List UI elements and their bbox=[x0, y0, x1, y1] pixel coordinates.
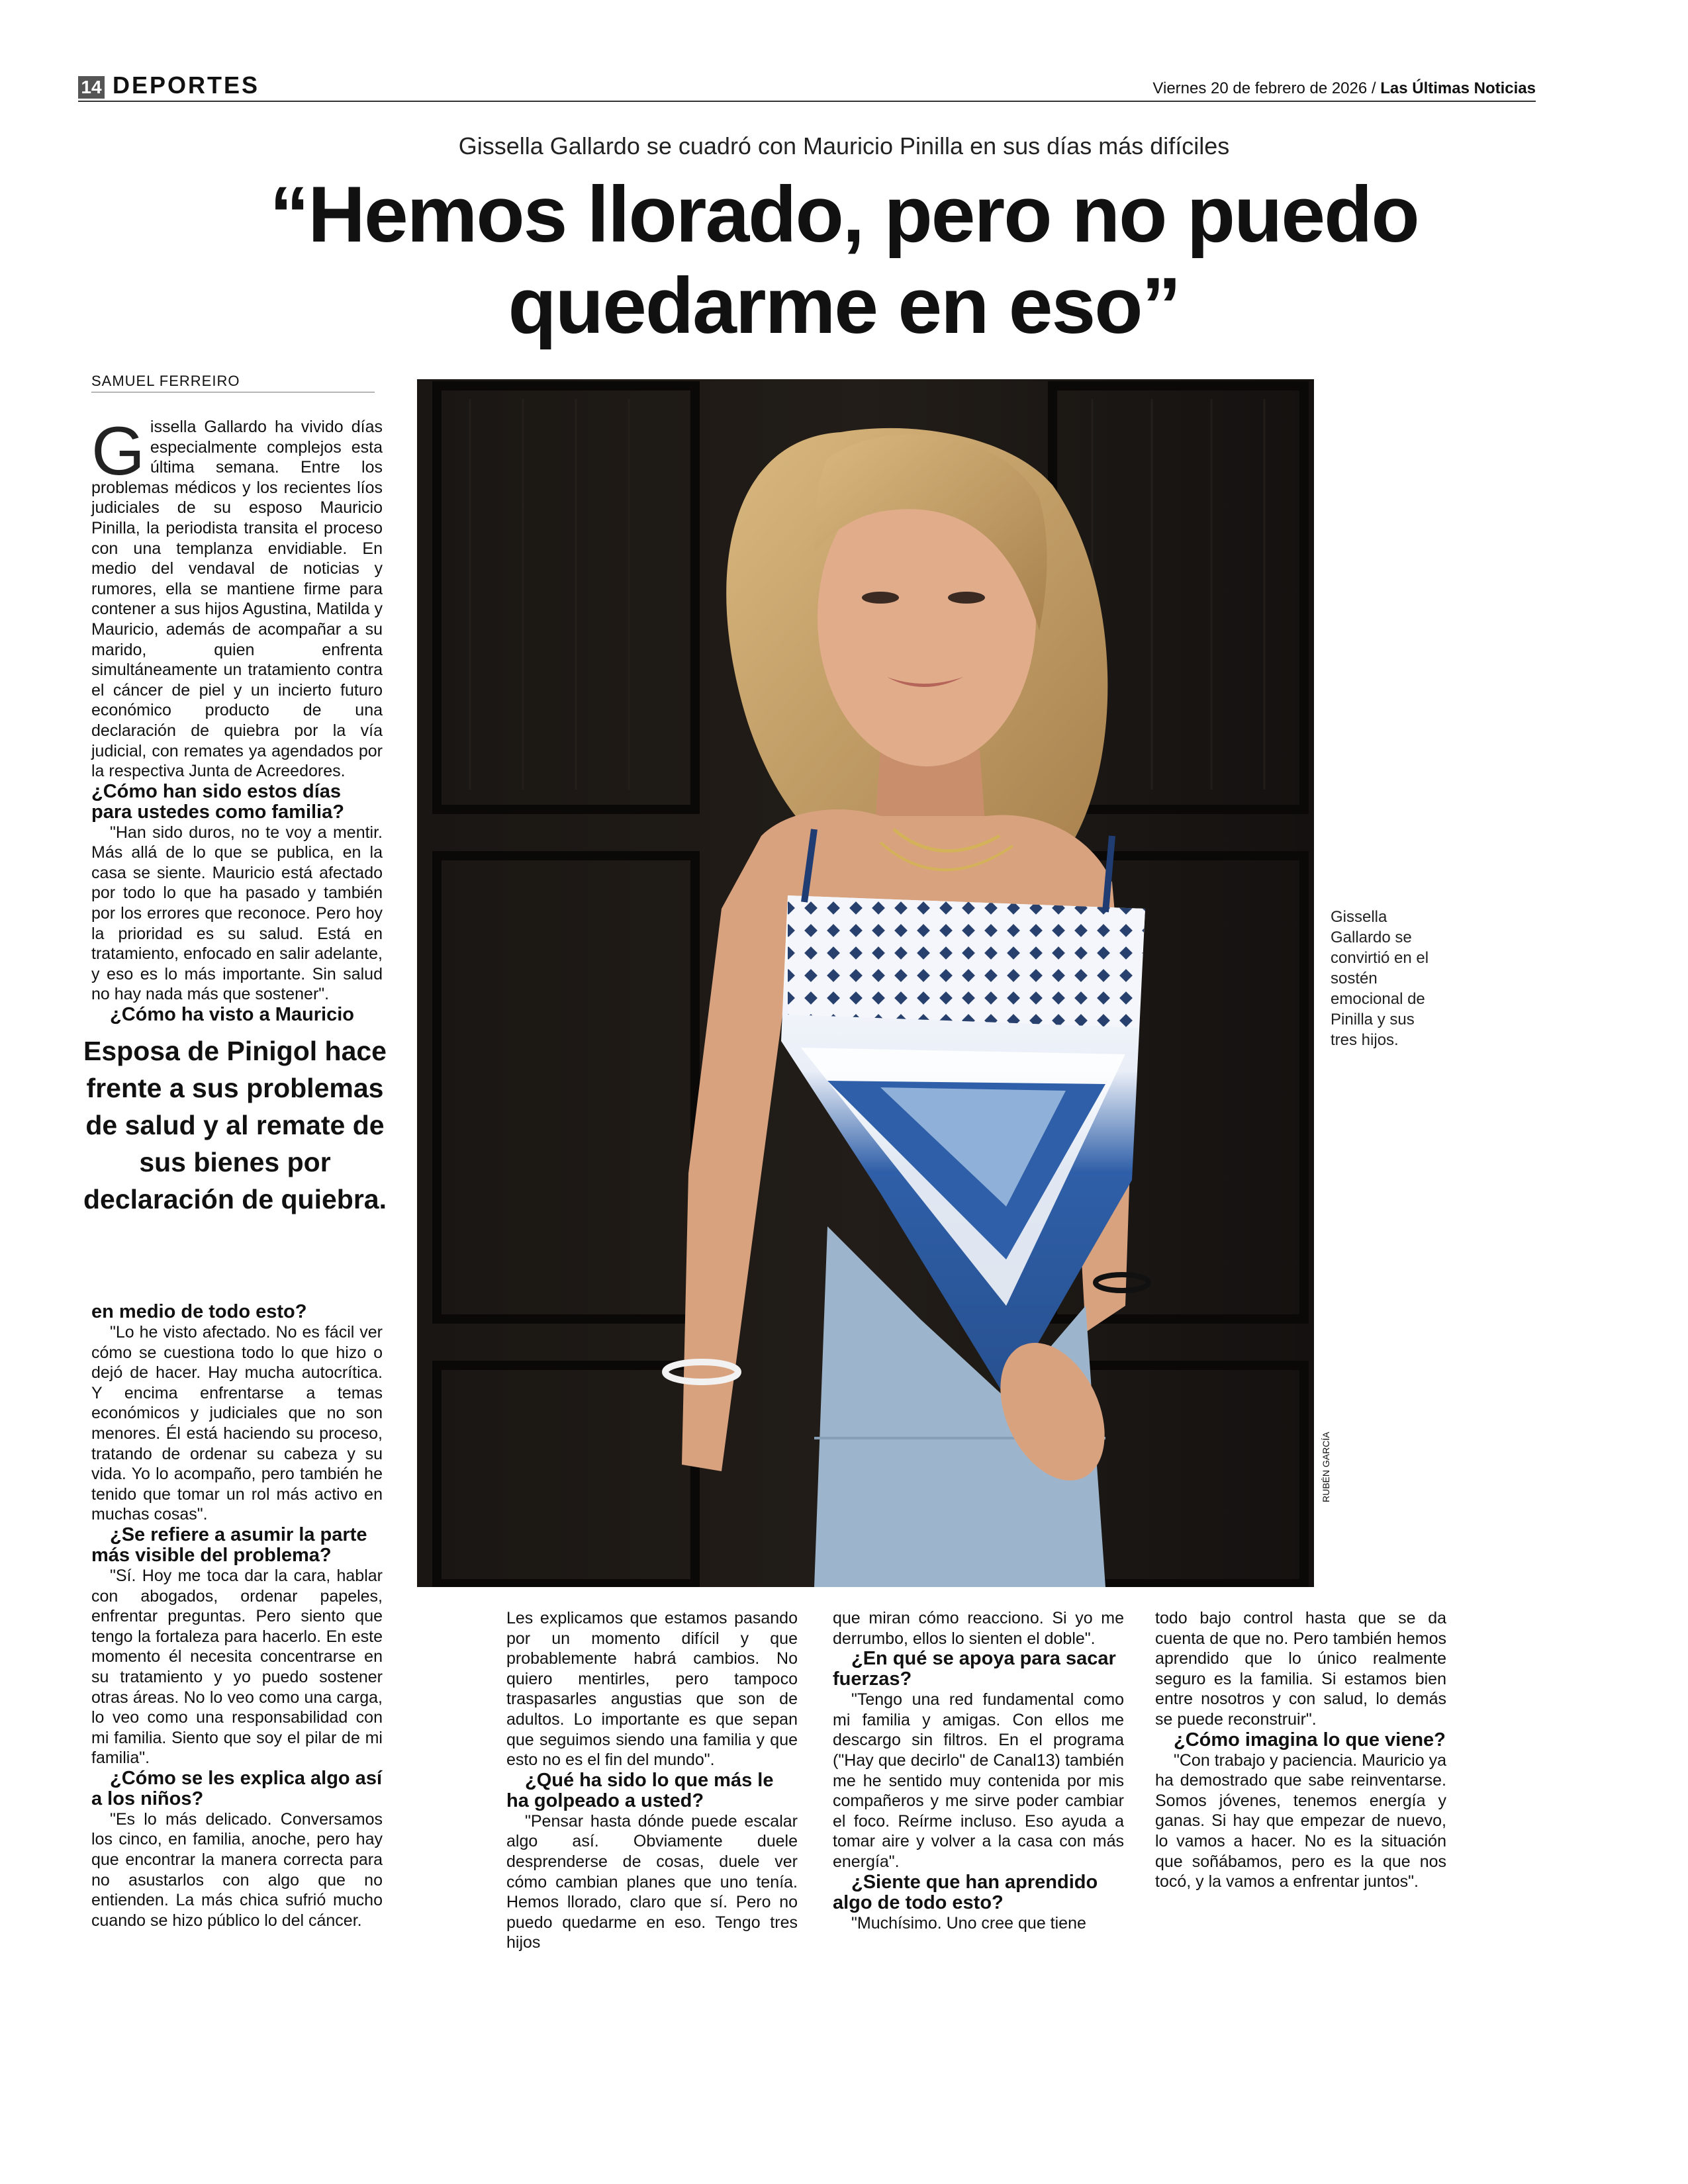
question-3: ¿Se refiere a asumir la parte más visible del problema? bbox=[91, 1524, 367, 1566]
portrait-illustration bbox=[417, 379, 1314, 1587]
article-kicker: Gissella Gallardo se cuadró con Mauricio Pinilla en sus días más difíciles bbox=[458, 132, 1230, 159]
article-column-4 bbox=[1155, 1608, 1446, 1892]
dateline bbox=[1152, 79, 1536, 98]
lead-paragraph: Gissella Gallardo ha vivido días especialmente complejos esta última semana. Entre los problemas médicos y los recientes líos judiciales de su esposo Mauricio Pinilla, la periodista transita el proceso con una templanza envidiable. En medio del vendaval de noticias y rumores, ella se mantiene firme para contener a sus hijos Agustina, Matilda y Mauricio, además de acompañar a su marido, quien enfrenta simultáneamente un tratamiento contra el cáncer de piel y un incierto futuro económico producto de una declaración de quiebra por la vía judicial, con remates ya agendados por la respectiva Junta de Acreedores. bbox=[91, 413, 383, 781]
photo-credit: RUBÉN GARCÍA bbox=[1321, 1432, 1331, 1502]
question-2-end: en medio de todo esto? bbox=[91, 1301, 307, 1322]
answer-7-continued: todo bajo control hasta que se da cuenta de que no. Pero también hemos aprendido que lo único realmente seguro es la familia. Si estamos bien entre nosotros y con salud, lo demás se puede reconstruir". bbox=[1155, 1609, 1446, 1729]
question-6: ¿En qué se apoya para sacar fuerzas? bbox=[833, 1648, 1116, 1690]
photo-caption: Gissella Gallardo se convirtió en el sostén emocional de Pinilla y sus tres hijos. bbox=[1331, 908, 1429, 1049]
question-7: ¿Siente que han aprendido algo de todo esto? bbox=[833, 1871, 1098, 1913]
question-8: ¿Cómo imagina lo que viene? bbox=[1174, 1729, 1446, 1751]
article-column-3 bbox=[833, 1608, 1124, 1933]
dateline-separator: / bbox=[1371, 79, 1376, 97]
header-rule bbox=[78, 101, 1536, 102]
answer-2: "Lo he visto afectado. No es fácil ver cómo se cuestiona todo lo que hizo o dejó de hacer. Hay mucha autocrítica. Y encima enfrentarse a temas económicos y judiciales que no son menores. Él está haciendo su proceso, tratando de ordenar su cabeza y su vida. Yo lo acompaño, pero también he tenido que tomar un rol más activo en muchas cosas". bbox=[91, 1323, 383, 1524]
headline-line-1: “Hemos llorado, pero no puedo bbox=[269, 170, 1419, 259]
article-headline bbox=[132, 169, 1556, 351]
headline-line-2: quedarme en eso” bbox=[508, 261, 1180, 350]
answer-5: "Pensar hasta dónde puede escalar algo así. Obviamente duele desprenderse de cosas, duele ver cómo cambian planes que uno tenía. Hemos llorado, claro que sí. Pero no puedo quedarme en eso. Tengo tres hijos bbox=[506, 1811, 798, 1952]
answer-5-continued: que miran cómo reacciono. Si yo me derrumbo, ellos lo sienten el doble". bbox=[833, 1609, 1124, 1648]
answer-7: "Muchísimo. Uno cree que tiene bbox=[851, 1913, 1086, 1933]
answer-4-continued: Les explicamos que estamos pasando por un momento difícil y que probablemente habrá cambios. No quiero mentirles, pero tampoco traspasarles angustias que son de adultos. Lo importante es que sepan que seguimos siendo una familia y que esto no es el fin del mundo". bbox=[506, 1609, 798, 1770]
byline: SAMUEL FERREIRO bbox=[91, 373, 240, 389]
article-column-2 bbox=[506, 1608, 798, 1953]
article-photo bbox=[417, 379, 1314, 1587]
answer-8: "Con trabajo y paciencia. Mauricio ya ha demostrado que sabe reinventarse. Somos jóvenes, tenemos energía y ganas. Si hay que empezar de nuevo, lo vamos a hacer. No es la situación que soñábamos, pero es la que nos tocó, y la vamos a enfrentar juntos". bbox=[1155, 1751, 1446, 1891]
issue-date: Viernes 20 de febrero de 2026 bbox=[1152, 79, 1368, 97]
answer-6: "Tengo una red fundamental como mi familia y amigas. Con ellos me descargo sin filtros. En el programa ("Hay que decirlo" de Canal13) también me he sentido muy contenida por mis compañeros y me sirve poder cambiar el foco. Reírme incluso. Eso ayuda a tomar aire y volver a la casa con más energía". bbox=[833, 1690, 1124, 1871]
question-5: ¿Qué ha sido lo que más le ha golpeado a usted? bbox=[506, 1769, 774, 1811]
question-1: ¿Cómo han sido estos días para ustedes como familia? bbox=[91, 780, 344, 823]
section-title: DEPORTES bbox=[113, 71, 260, 99]
article-column-1-bottom bbox=[91, 1302, 383, 1931]
question-2-start: ¿Cómo ha visto a Mauricio bbox=[110, 1004, 354, 1026]
answer-3: "Sí. Hoy me toca dar la cara, hablar con abogados, ordenar papeles, enfrentar preguntas. Pero siento que tengo la fortaleza para hacerlo. En este momento él necesita concentrarse en su tratamiento y yo puedo sostener otras áreas. No lo veo como una carga, lo veo como una responsabilidad con mi familia. Siento que soy el pilar de mi familia". bbox=[91, 1566, 383, 1768]
question-4: ¿Cómo se les explica algo así a los niños? bbox=[91, 1767, 382, 1809]
answer-4: "Es lo más delicado. Conversamos los cinco, en familia, anoche, pero hay que encontrar la manera correcta para no asustarlos con algo que no entienden. La más chica sufrió mucho cuando se hizo público lo del cáncer. bbox=[91, 1809, 383, 1930]
page-number: 14 bbox=[78, 76, 105, 99]
pull-quote: Esposa de Pinigol hace frente a sus problemas de salud y al remate de sus bienes por declaración de quiebra. bbox=[83, 1036, 387, 1214]
publication-name: Las Últimas Noticias bbox=[1380, 79, 1536, 97]
drop-cap: G bbox=[91, 413, 145, 490]
article-column-1-top bbox=[91, 413, 383, 1026]
answer-1: "Han sido duros, no te voy a mentir. Más allá de lo que se publica, en la casa se siente. Mauricio está afectado por todo lo que ha pasado y también por los errores que reconoce. Pero hoy la prioridad es su salud. Está en tratamiento, enfocado en salir adelante, y eso es lo más importante. Sin salud no hay nada más que sostener". bbox=[91, 823, 383, 1004]
